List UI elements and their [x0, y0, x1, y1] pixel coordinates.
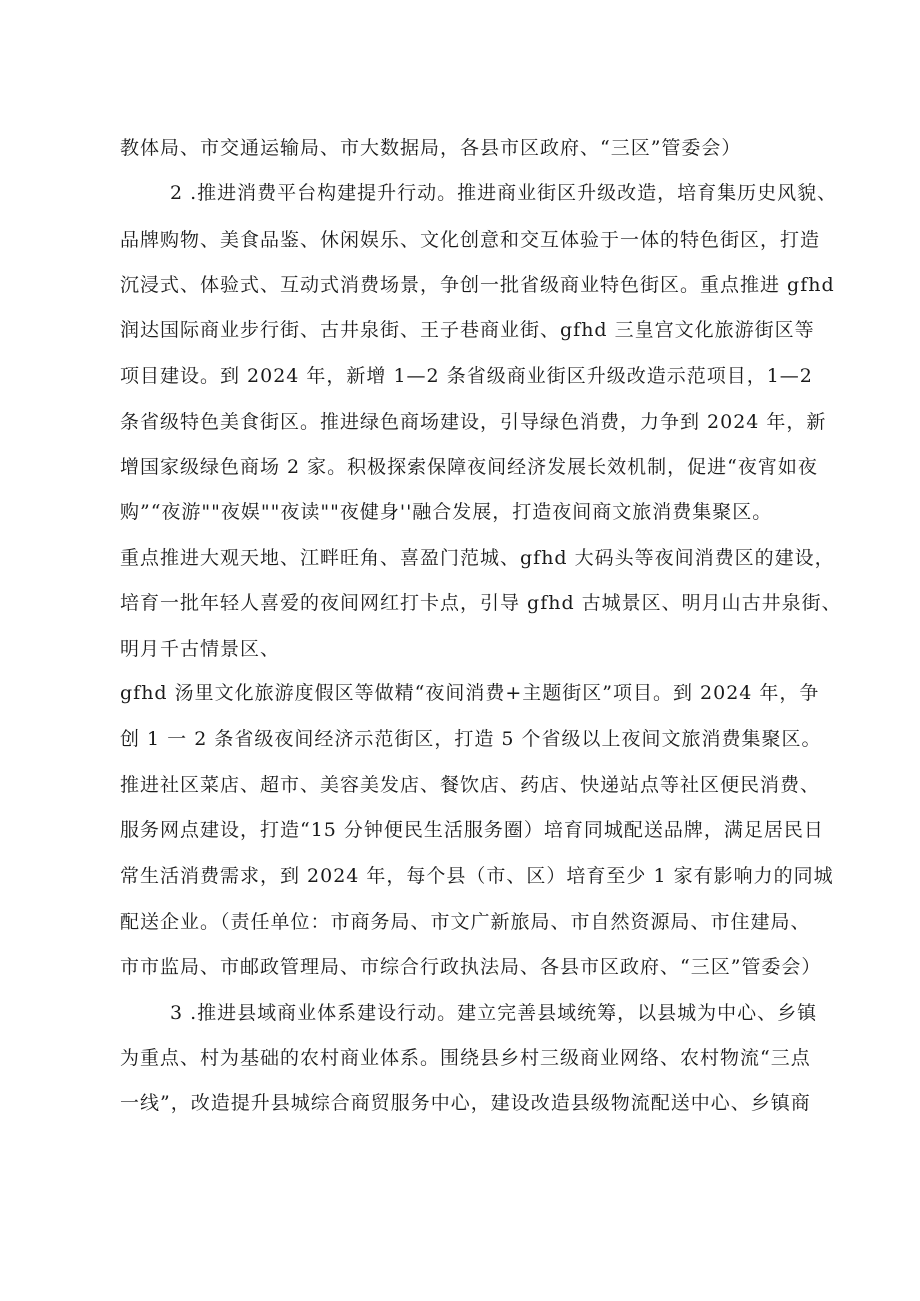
paragraph-3-heading-line: 3 .推进县域商业体系建设行动。建立完善县域统筹，以县城为中心、乡镇 [170, 1002, 818, 1024]
text-line: 条省级特色美食街区。推进绿色商场建设，引导绿色消费，力争到 2024 年，新 [120, 411, 827, 433]
text-line: 创 1 一 2 条省级夜间经济示范街区，打造 5 个省级以上夜间文旅消费集聚区。 [120, 728, 822, 750]
text-line: 购”“夜游""夜娱""夜读""夜健身''融合发展，打造夜间商文旅消费集聚区。 [120, 501, 773, 523]
text-line: 重点推进大观天地、江畔旺角、喜盈门范城、gfhd 大码头等夜间消费区的建设， [120, 547, 835, 569]
text-line: 一线”，改造提升县城综合商贸服务中心，建设改造县级物流配送中心、乡镇商 [120, 1092, 811, 1114]
text-line: 项目建设。到 2024 年，新增 1—2 条省级商业街区升级改造示范项目，1—2 [120, 365, 813, 387]
text-line: 沉浸式、体验式、互动式消费场景，争创一批省级商业特色街区。重点推进 gfhd [120, 274, 835, 296]
text-line: gfhd 汤里文化旅游度假区等做精“夜间消费+主题街区”项目。到 2024 年，争 [120, 682, 820, 704]
text-line: 润达国际商业步行街、古井泉街、王子巷商业街、gfhd 三皇宫文化旅游街区等 [120, 319, 815, 341]
text-line: 培育一批年轻人喜爱的夜间网红打卡点，引导 gfhd 古城景区、明月山古井泉街、 [120, 592, 842, 614]
text-line: 明月千古情景区、 [120, 638, 281, 660]
text-line: 常生活消费需求，到 2024 年，每个县（市、区）培育至少 1 家有影响力的同城 [120, 865, 834, 887]
text-line: 配送企业。（责任单位：市商务局、市文广新旅局、市自然资源局、市住建局、 [120, 911, 811, 933]
text-line: 品牌购物、美食品鉴、休闲娱乐、文化创意和交互体验于一体的特色街区，打造 [120, 229, 821, 251]
text-line: 服务网点建设，打造“15 分钟便民生活服务圈）培育同城配送品牌，满足居民日 [120, 819, 824, 841]
text-line: 推进社区菜店、超市、美容美发店、餐饮店、药店、快递站点等社区便民消费、 [120, 774, 821, 796]
text-line: 教体局、市交通运输局、市大数据局，各县市区政府、“三区”管委会） [120, 137, 742, 159]
paragraph-2-heading-line: 2 .推进消费平台构建提升行动。推进商业街区升级改造，培育集历史风貌、 [170, 182, 838, 204]
text-line: 增国家级绿色商场 2 家。积极探索保障夜间经济发展长效机制，促进“夜宵如夜 [120, 456, 818, 478]
text-line: 市市监局、市邮政管理局、市综合行政执法局、各县市区政府、“三区”管委会） [120, 956, 822, 978]
text-line: 为重点、村为基础的农村商业体系。围绕县乡村三级商业网络、农村物流“三点 [120, 1047, 811, 1069]
